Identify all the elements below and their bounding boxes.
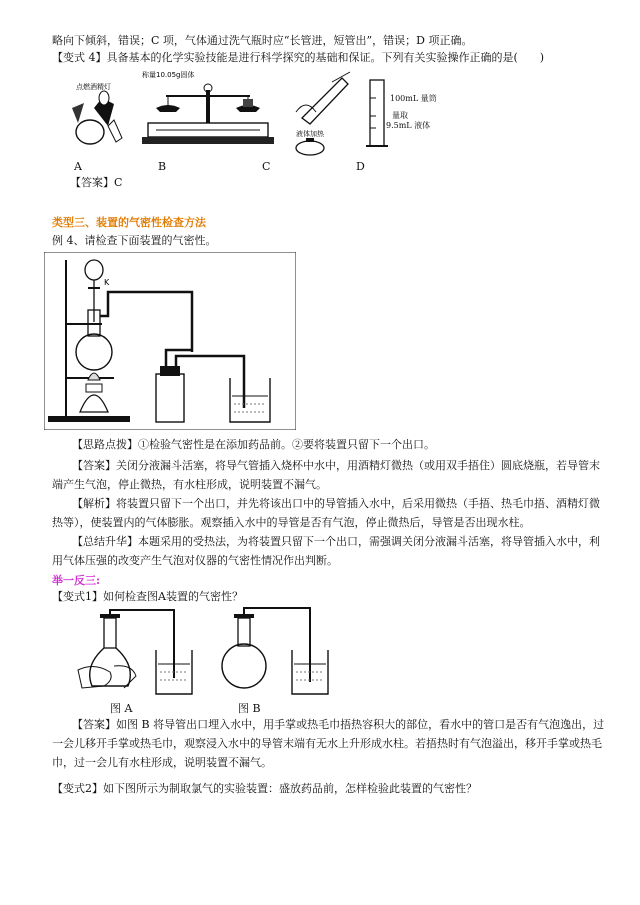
- option-label-b: B: [158, 160, 167, 173]
- variant-2-text: 如下图所示为制取氯气的实验装置：盛放药品前，怎样检验此装置的气密性？: [103, 782, 477, 795]
- variant-4-text: 具备基本的化学实验技能是进行科学探究的基础和保证。下列有关实验操作正确的是( ): [106, 51, 545, 64]
- variant-2-bracket: 【变式2】: [52, 782, 103, 795]
- example-4-title: 例 4、请检查下面装置的气密性。: [52, 234, 217, 247]
- paragraph-intro: 略向下倾斜，错误；C 项，气体通过洗气瓶时应“长管进，短管出”，错误；D 项正确。: [52, 34, 473, 47]
- figure-c-caption: 液体加热: [296, 130, 324, 138]
- example-4-summary: 【总结升华】本题采用的受热法，为将装置只留下一个出口，需强调关闭分液漏斗活塞，将导管插入水中，利用气体压强的改变产生气泡对仪器的气密性情况作出判断。: [52, 535, 600, 567]
- figure-variant-1-apparatus: [74, 606, 334, 706]
- figure-variant-4-options: [70, 68, 400, 156]
- figure-b-flask-beaker: [222, 608, 328, 694]
- figure-c-liquid-heating: [296, 72, 350, 155]
- variant-1-bracket: 【变式1】: [52, 590, 103, 603]
- variant-1-answer: 【答案】如图 B 将导管出口埋入水中，用手掌或热毛巾捂热容积大的部位，看水中的管口是否有气泡逸出，过一会儿移开手掌或热毛巾，观察浸入水中的导管末端有无水上升形成水柱。若捂热时有气泡溢出，移开手掌或热毛巾，过一会儿有水柱形成，说明装置不漏气。: [52, 718, 605, 769]
- variant-2-question: [52, 782, 612, 796]
- figure-d-label-1: 100mL 量筒: [390, 94, 437, 103]
- variant-4-bracket: 【变式 4】: [52, 51, 107, 64]
- example-4-analysis: 【解析】将装置只留下一个出口，并先将该出口中的导管插入水中，后采用微热（手捂、热毛巾捂、酒精灯微热等），使装置内的气体膨胀。观察插入水中的导管是否有气泡，停止微热后，导管是否出现水柱。: [52, 497, 600, 529]
- option-label-a: A: [74, 160, 82, 173]
- variant-4-answer: 【答案】C: [70, 176, 123, 189]
- solution-hint: 【思路点拨】①检验气密性是在添加药品前。②要将装置只留下一个出口。: [72, 438, 435, 451]
- figure-d-label-3: 9.5mL 液体: [386, 121, 431, 130]
- section-heading-type3: 类型三、装置的气密性检查方法: [52, 216, 206, 229]
- variant-1-question: [52, 590, 612, 604]
- figure-a-caption: 点燃酒精灯: [76, 83, 111, 91]
- variant-1-text: 如何检查图A装置的气密性？: [103, 590, 243, 603]
- figure-b-caption: 称量10.05g固体: [142, 71, 195, 79]
- practice-heading: 举一反三:: [52, 574, 101, 587]
- example-4-answer: 【答案】关闭分液漏斗活塞，将导气管插入烧杯中水中，用酒精灯微热（或用双手捂住）圆底烧瓶，若导管末端产生气泡，停止微热，有水柱形成，说明装置不漏气。: [52, 459, 600, 491]
- figure-b-balance: [142, 70, 274, 144]
- figure-a-hand-warming: [78, 610, 192, 694]
- figure-d-graduated-cylinder: [366, 80, 388, 146]
- figure-example-4-apparatus: [44, 252, 296, 430]
- figure-b-caption: 图 B: [238, 702, 261, 715]
- figure-a-caption: 图 A: [110, 702, 133, 715]
- figure-d-label-2: 量取: [392, 111, 408, 120]
- figure-a-alcohol-lamp: [72, 82, 122, 144]
- question-variant-4: [52, 51, 612, 65]
- option-label-c: C: [262, 160, 271, 173]
- stopcock-label: K: [104, 278, 110, 287]
- option-label-d: D: [356, 160, 365, 173]
